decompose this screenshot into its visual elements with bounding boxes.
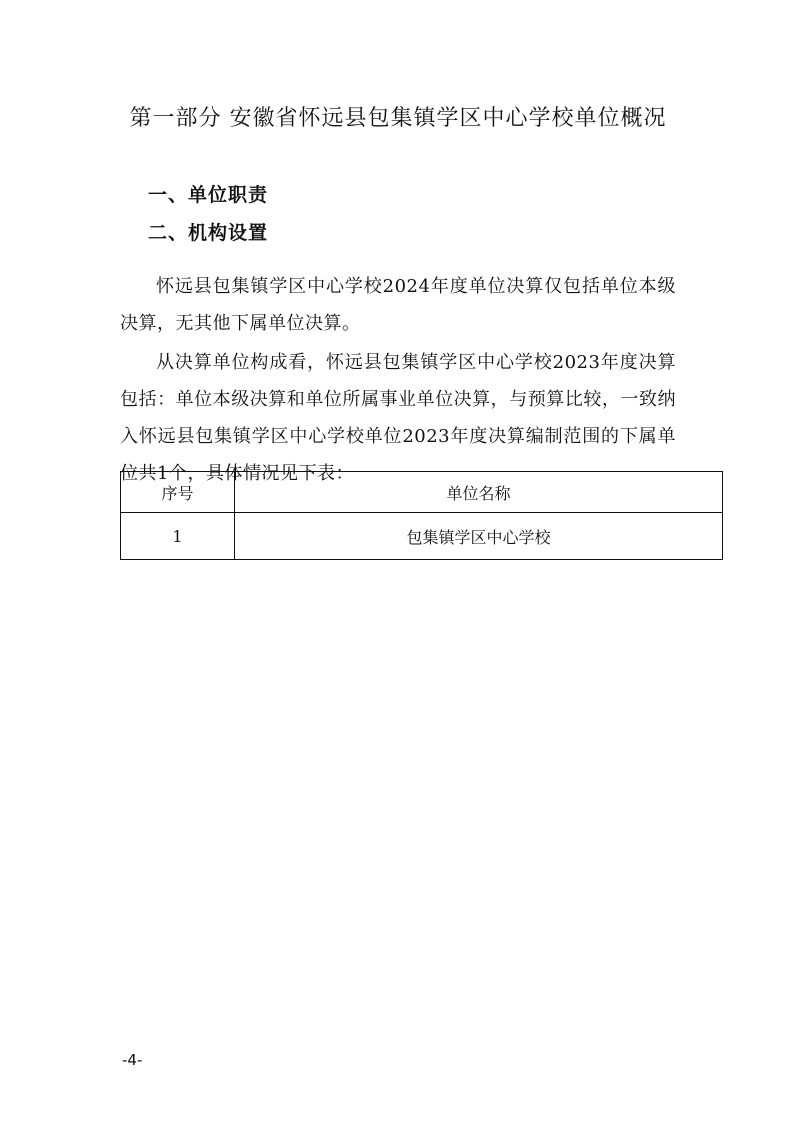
table-cell-number: 1 xyxy=(121,513,235,560)
page-number: -4- xyxy=(122,1051,143,1069)
table-header-row xyxy=(121,472,723,513)
paragraph-composition: 从决算单位构成看，怀远县包集镇学区中心学校2023年度决算包括：单位本级决算和单位所属事业单位决算，与预算比较，一致纳入怀远县包集镇学区中心学校单位2023年度决算编制范围的下属单位共1个，具体情况见下表： xyxy=(120,352,676,484)
table-header-unit-name: 单位名称 xyxy=(235,472,723,513)
table-row xyxy=(121,513,723,560)
table-header-number: 序号 xyxy=(121,472,235,513)
section-heading-responsibilities: 一、单位职责 xyxy=(148,184,269,206)
page-title: 第一部分 安徽省怀远县包集镇学区中心学校单位概况 xyxy=(129,106,667,131)
unit-table xyxy=(120,471,723,560)
section-heading-organization: 二、机构设置 xyxy=(148,222,269,244)
table-cell-unit-name: 包集镇学区中心学校 xyxy=(235,513,723,560)
paragraph-scope: 怀远县包集镇学区中心学校2024年度单位决算仅包括单位本级决算，无其他下属单位决算。 xyxy=(120,276,676,334)
